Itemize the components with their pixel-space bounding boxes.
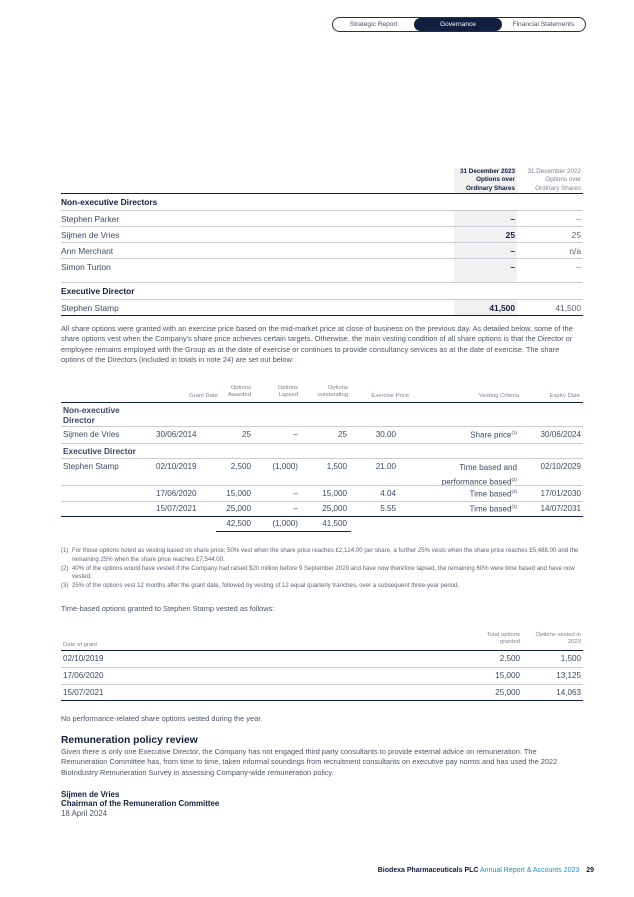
total-awarded: 42,500 [226, 519, 251, 528]
header-date-of-grant: Date of grant [63, 642, 98, 648]
page-number: 29 [586, 867, 594, 874]
table-header [61, 168, 583, 193]
table-row: Stephen Stamp 41,500 41,500 [61, 299, 583, 315]
section-title: Non-executive Director [63, 405, 120, 425]
header-expiry-date: Expiry Date [549, 393, 580, 399]
table-row: Stephen Parker – – [61, 210, 583, 226]
header-grant-date: Grant Date [189, 393, 218, 399]
section-title: Non-executive Directors [61, 193, 583, 210]
footnote: (3) 25% of the options vest 12 months after the grant date, followed by vesting of 12 equal quarterly tranches, over a subsequent three-year period. [61, 582, 460, 590]
row-lapsed: – [293, 430, 298, 439]
row-vesting-criteria: Time based$^{(3)}$ [469, 504, 517, 514]
row-awarded: 15,000 [226, 489, 251, 498]
row-outstanding: 25,000 [322, 504, 347, 513]
row-exercise-price: 21.00 [375, 462, 396, 471]
total-lapsed: (1,000) [272, 519, 298, 528]
section-title: Executive Director [63, 446, 136, 456]
footer-company: Biodexa Pharmaceuticals PLC [377, 867, 479, 874]
row-grant-date: 17/06/2020 [156, 489, 197, 498]
row-outstanding: 25 [337, 430, 347, 439]
row-lapsed: – [293, 504, 298, 513]
tab-financial-statements[interactable]: Financial Statements [512, 21, 575, 28]
header-awarded: Options Awarded [227, 385, 251, 399]
total-outstanding: 41,500 [322, 519, 347, 528]
row-name: Stephen Stamp [63, 462, 119, 471]
table-row: Ann Merchant – n/a [61, 242, 583, 258]
row-awarded: 25 [241, 430, 251, 439]
tab-governance[interactable]: Governance [414, 18, 501, 31]
tab-strategic-report[interactable]: Strategic Report [349, 21, 398, 28]
policy-heading: Remuneration policy review [61, 735, 198, 746]
section-nav [332, 17, 586, 32]
signatory-name: Sijmen de Vries [61, 790, 120, 799]
row-name: Sijmen de Vries [63, 430, 120, 439]
header-total-granted: Total options granted [486, 632, 520, 646]
header-lapsed: Options Lapsed [277, 385, 298, 399]
row-vesting-criteria: Time based$^{(3)}$ [469, 489, 517, 499]
section-title: Executive Director [61, 282, 583, 299]
table-row: 15/07/2021 25,000 14,063 [61, 684, 583, 701]
page-footer [378, 867, 594, 874]
row-expiry-date: 14/07/2031 [540, 504, 581, 513]
row-vesting-criteria: Share price$^{(1)}$ [470, 430, 517, 440]
col-2023-header: 31 December 2023 Options over Ordinary Shares [460, 168, 515, 192]
row-expiry-date: 02/10/2029 [540, 462, 581, 471]
row-lapsed: – [293, 489, 298, 498]
table-row: 17/06/2020 15,000 13,125 [61, 667, 583, 683]
table-row: Simon Turton – – [61, 258, 583, 274]
row-exercise-price: 4.04 [380, 489, 396, 498]
header-outstanding: Options outstanding [317, 385, 348, 399]
row-exercise-price: 5.55 [380, 504, 396, 513]
header-options-vested: Options vested in 2023 [535, 632, 581, 646]
row-grant-date: 30/06/2014 [156, 430, 197, 439]
row-awarded: 2,500 [230, 462, 251, 471]
footnotes [61, 547, 586, 591]
header-vesting-criteria: Vesting Criteria [479, 393, 519, 399]
footnote: (2) 40% of the options would have vested if the Company had raised $20 million before 9 September 2020 and have now therefore lapsed, the remaining 60% were time based and have now vested. [61, 564, 575, 581]
no-performance-note: No performance-related share options vested during the year. [61, 714, 263, 723]
row-grant-date: 02/10/2019 [156, 462, 197, 471]
row-grant-date: 15/07/2021 [156, 504, 197, 513]
row-expiry-date: 17/01/2030 [540, 489, 581, 498]
row-outstanding: 1,500 [326, 462, 347, 471]
table-row: 02/10/2019 2,500 1,500 [61, 650, 583, 666]
table-row: Sijmen de Vries 25 25 [61, 226, 583, 242]
row-awarded: 25,000 [226, 504, 251, 513]
signature-date: 18 April 2024 [61, 808, 108, 818]
col-2022-header: 31 December 2022 Options over Ordinary Shares [527, 168, 581, 192]
row-exercise-price: 30.00 [375, 430, 396, 439]
time-based-intro: Time-based options granted to Stephen Stamp vested as follows: [61, 604, 275, 613]
policy-paragraph: Given there is only one Executive Director, the Company has not engaged third party consultants to provide external advice on remuneration. The Remuneration Committee has, from time to time, taken informal soundings from recruitment consultants on executive pay norms and has used the 2022 BioIndustry Remuneration Survey in assessing Company-wide remuneration policy. [61, 747, 558, 777]
signatory-title: Chairman of the Remuneration Committee [61, 799, 220, 809]
directors-options-table [61, 168, 583, 316]
row-lapsed: (1,000) [272, 462, 298, 471]
options-paragraph: All share options were granted with an exercise price based on the mid-market price at close of business on the previous day. As detailed below, some of the share options vest when the Company's share price achieves certain targets. Otherwise, the main vesting condition of all share options is that the Director or employee remains employed with the Group as at the date of exercise or continues to provide consultancy services as at the date of exercise. The share options of the Directors (included in totals in note 24) are set out below: [61, 324, 573, 364]
signature-block [61, 790, 219, 818]
header-exercise-price: Exercise Price [371, 393, 409, 399]
row-expiry-date: 30/06/2024 [540, 430, 581, 439]
row-vesting-criteria: Time based and performance based$^{(2)}$ [441, 463, 517, 487]
footnote: (1) For those options noted as vesting based on share price; 50% vest when the share price reaches £2,124.00 per share, a further 25% vests when the share price reaches £5,488.00 and the remaining 25% when the share price reaches £7,544.00. [61, 547, 579, 563]
row-outstanding: 15,000 [322, 489, 347, 498]
footer-report: Annual Report & Accounts 2023 [480, 867, 580, 874]
